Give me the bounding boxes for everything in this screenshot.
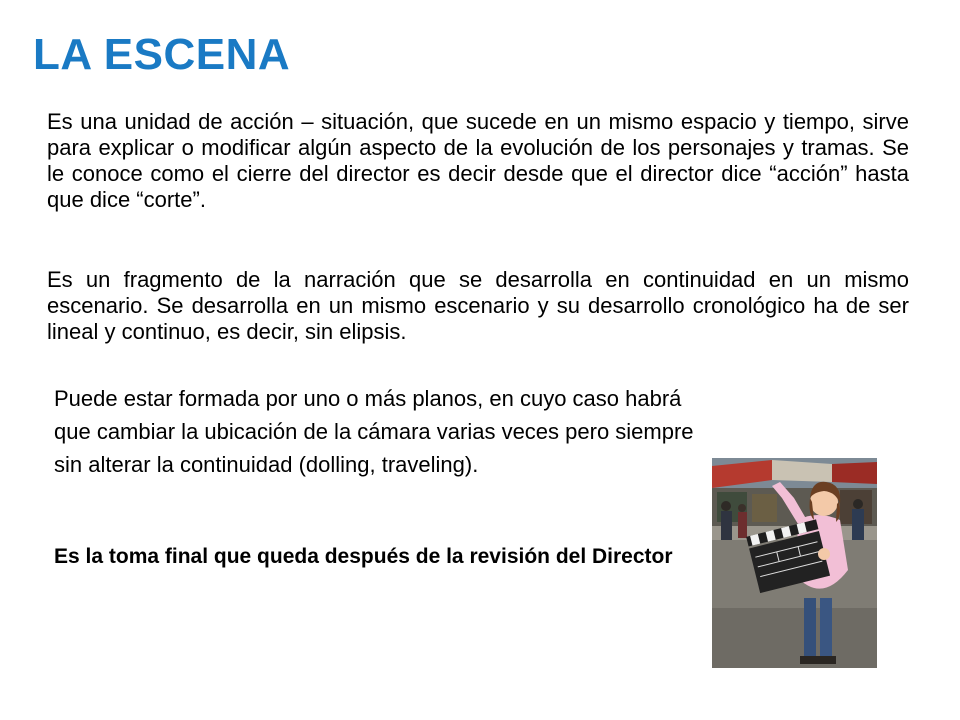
paragraph-planes: Puede estar formada por uno o más planos, en cuyo caso habrá que cambiar la ubicación de la cámara varias veces pero siempre sin alterar la continuidad (dolling, traveling).: [54, 386, 694, 477]
clapperboard-girl-photo: [712, 458, 877, 668]
slide-title: LA ESCENA: [33, 30, 291, 79]
paragraph-definition: Es una unidad de acción – situación, que sucede en un mismo espacio y tiempo, sirve para explicar o modificar algún aspecto de la evolución de los personajes y tramas. Se le conoce como el cierre del director es decir desde que el director dice “acción” hasta que dice “corte”.: [47, 109, 909, 212]
paragraph-final-take: Es la toma final que queda después de la revisión del Director: [54, 545, 673, 568]
paragraph-continuity: Es un fragmento de la narración que se desarrolla en continuidad en un mismo escenario. Se desarrolla en un mismo escenario y su desarrollo cronológico ha de ser lineal y continuo, es decir, sin elipsis.: [47, 267, 909, 344]
